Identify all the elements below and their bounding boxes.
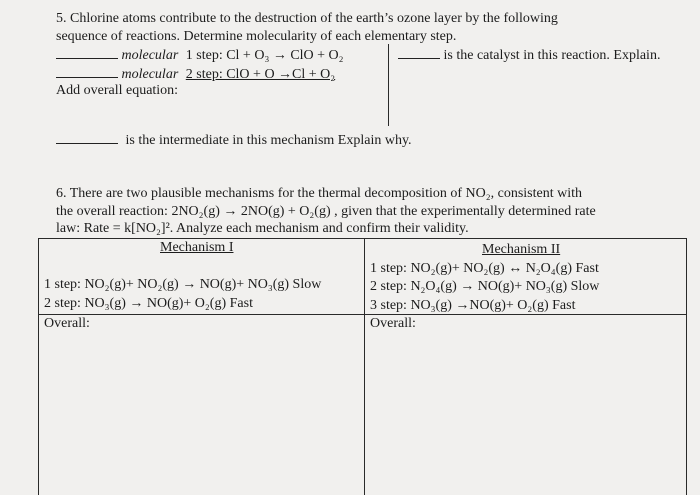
step2-answer-blank[interactable] (56, 65, 118, 78)
table-top-border (38, 238, 687, 239)
q5-step1-row (56, 46, 344, 64)
mech2-overall-label: Overall: (370, 316, 416, 331)
mech2-title: Mechanism II (482, 242, 561, 257)
q6-intro-line2: the overall reaction: 2NO₂(g) → 2NO(g) + O₂(g) , given that the experimentally determined rate (56, 204, 596, 219)
q5-divider (388, 44, 389, 126)
catalyst-answer-blank[interactable] (398, 46, 440, 59)
step1-molecular-label: molecular (121, 48, 179, 63)
q6-intro-line3: law: Rate = k[NO₂]². Analyze each mechanism and confirm their validity. (56, 221, 469, 236)
q5-step2-row (56, 65, 335, 83)
mech1-step1: 1 step: NO₂(g)+ NO₂(g) → NO(g)+ NO₃(g) Slow (44, 277, 322, 292)
mech1-answer-area[interactable] (40, 334, 362, 492)
mech1-title: Mechanism I (160, 240, 234, 255)
mech1-step2: 2 step: NO₃(g) → NO(g)+ O₂(g) Fast (44, 296, 253, 311)
step1-answer-blank[interactable] (56, 46, 118, 59)
q5-overall-label: Add overall equation: (56, 83, 179, 98)
q5-intro-line2: sequence of reactions. Determine molecularity of each elementary step. (56, 29, 457, 44)
mech2-answer-area[interactable] (366, 334, 684, 492)
mech2-step3: 3 step: NO₃(g) →NO(g)+ O₂(g) Fast (370, 298, 576, 313)
intermediate-text: is the intermediate in this mechanism Explain why. (125, 133, 412, 148)
step1-reaction: 1 step: Cl + O₃ → ClO + O₂ (185, 48, 344, 63)
q6-intro-line1: 6. There are two plausible mechanisms for the thermal decomposition of NO₂, consistent with (56, 186, 582, 201)
q5-intermediate-row (56, 131, 412, 149)
step2-reaction: 2 step: ClO + O →Cl + O₂ (185, 67, 336, 82)
mech1-overall-label: Overall: (44, 316, 90, 331)
table-middle-border (364, 238, 365, 495)
mech2-step1: 1 step: NO₂(g)+ NO₂(g) ↔ N₂O₄(g) Fast (370, 261, 599, 276)
catalyst-text: is the catalyst in this reaction. Explain. (443, 48, 661, 63)
table-right-border (686, 238, 687, 495)
step2-molecular-label: molecular (121, 67, 179, 82)
table-row-divider (38, 314, 687, 315)
q5-intro-line1: 5. Chlorine atoms contribute to the destruction of the earth’s ozone layer by the following (56, 11, 558, 26)
mech2-step2: 2 step: N₂O₄(g) → NO(g)+ NO₃(g) Slow (370, 279, 600, 294)
q5-catalyst-row (398, 46, 660, 64)
table-left-border (38, 238, 39, 495)
intermediate-answer-blank[interactable] (56, 131, 118, 144)
